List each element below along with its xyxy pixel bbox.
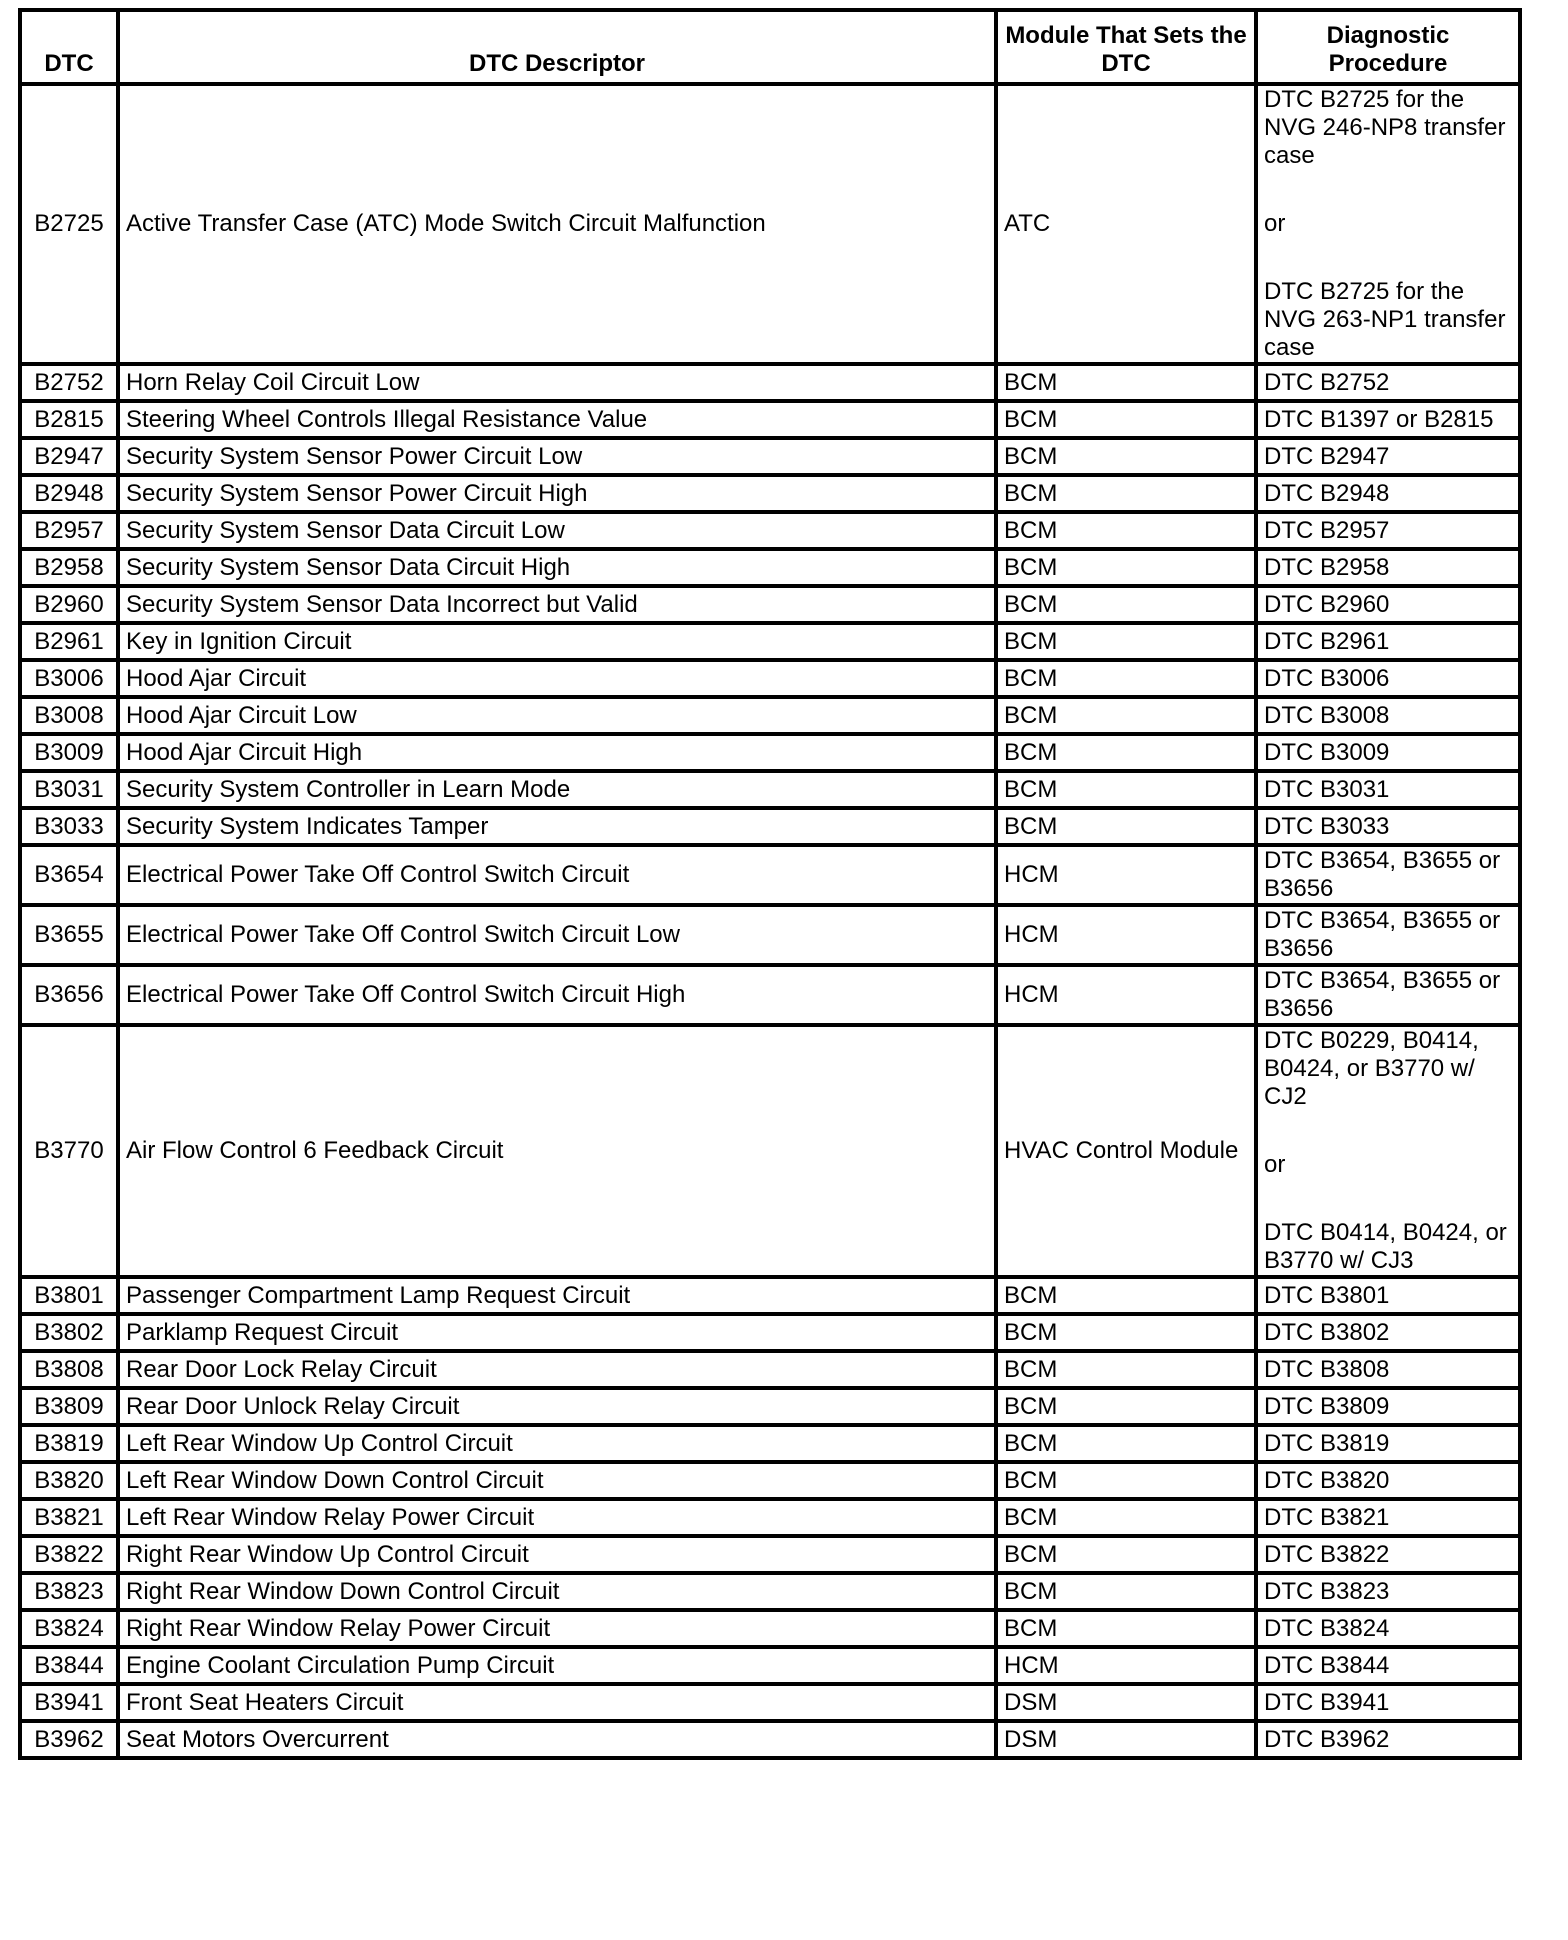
header-module: Module That Sets the DTC [996,10,1256,84]
dtc-code-cell: B2960 [20,586,118,623]
table-row [20,549,1520,586]
dtc-descriptor-cell: Security System Indicates Tamper [118,808,996,845]
procedure-cell [1256,771,1520,808]
dtc-code-cell: B3822 [20,1536,118,1573]
dtc-code-cell: B3824 [20,1610,118,1647]
dtc-descriptor-cell: Hood Ajar Circuit [118,660,996,697]
dtc-code-cell: B3654 [20,845,118,905]
procedure-line: DTC B2960 [1264,590,1390,618]
procedure-cell [1256,623,1520,660]
procedure-cell [1256,1462,1520,1499]
table-row [20,808,1520,845]
dtc-descriptor-cell: Active Transfer Case (ATC) Mode Switch Circuit Malfunction [118,84,996,364]
table-row [20,586,1520,623]
procedure-line: DTC B3802 [1264,1318,1390,1346]
dtc-descriptor-cell: Electrical Power Take Off Control Switch Circuit High [118,965,996,1025]
table-row [20,1462,1520,1499]
table-body [20,84,1520,1758]
module-cell: BCM [996,549,1256,586]
header-dtc: DTC [20,10,118,84]
module-cell: BCM [996,1425,1256,1462]
module-cell: HCM [996,1647,1256,1684]
dtc-code-cell: B3033 [20,808,118,845]
dtc-descriptor-cell: Security System Sensor Data Incorrect but Valid [118,586,996,623]
dtc-descriptor-cell: Left Rear Window Up Control Circuit [118,1425,996,1462]
procedure-line: or [1264,1151,1286,1178]
module-cell: HCM [996,845,1256,905]
table-row [20,697,1520,734]
procedure-cell [1256,1025,1520,1277]
dtc-code-cell: B2958 [20,549,118,586]
procedure-line: DTC B3820 [1264,1466,1390,1494]
module-cell: DSM [996,1684,1256,1721]
dtc-code-cell: B2957 [20,512,118,549]
procedure-line: DTC B3009 [1264,738,1390,766]
module-cell: BCM [996,1610,1256,1647]
procedure-line: DTC B3654, B3655 or B3656 [1264,847,1501,902]
procedure-line: DTC B3033 [1264,812,1390,840]
procedure-cell [1256,1610,1520,1647]
procedure-cell [1256,905,1520,965]
module-cell: BCM [996,1499,1256,1536]
procedure-cell [1256,1314,1520,1351]
procedure-cell [1256,1647,1520,1684]
dtc-descriptor-cell: Security System Sensor Data Circuit Low [118,512,996,549]
procedure-line: DTC B3819 [1264,1429,1390,1457]
dtc-code-cell: B3031 [20,771,118,808]
table-row [20,1721,1520,1758]
procedure-cell [1256,1425,1520,1462]
module-cell: BCM [996,1277,1256,1314]
dtc-descriptor-cell: Steering Wheel Controls Illegal Resistance Value [118,401,996,438]
procedure-gap [1264,1111,1512,1151]
dtc-descriptor-cell: Key in Ignition Circuit [118,623,996,660]
table-row [20,1277,1520,1314]
procedure-line: or [1264,210,1286,237]
module-cell: BCM [996,697,1256,734]
table-row [20,660,1520,697]
module-cell: BCM [996,475,1256,512]
table-row [20,364,1520,401]
procedure-line: DTC B3801 [1264,1281,1390,1309]
procedure-line: DTC B3823 [1264,1577,1390,1605]
table-row [20,1351,1520,1388]
procedure-line: DTC B0414, B0424, or B3770 w/ CJ3 [1264,1219,1507,1274]
dtc-code-cell: B2752 [20,364,118,401]
procedure-line: DTC B3962 [1264,1725,1390,1753]
dtc-descriptor-cell: Horn Relay Coil Circuit Low [118,364,996,401]
dtc-code-cell: B2815 [20,401,118,438]
module-cell: BCM [996,623,1256,660]
procedure-cell [1256,438,1520,475]
procedure-cell [1256,1351,1520,1388]
table-row [20,512,1520,549]
dtc-descriptor-cell: Seat Motors Overcurrent [118,1721,996,1758]
module-cell: BCM [996,438,1256,475]
procedure-cell [1256,84,1520,364]
procedure-cell [1256,512,1520,549]
procedure-cell [1256,1388,1520,1425]
module-cell: HCM [996,965,1256,1025]
procedure-cell [1256,364,1520,401]
module-cell: DSM [996,1721,1256,1758]
table-row [20,1499,1520,1536]
dtc-descriptor-cell: Security System Controller in Learn Mode [118,771,996,808]
dtc-table-container [18,8,1518,1760]
procedure-line: DTC B2957 [1264,516,1390,544]
dtc-descriptor-cell: Parklamp Request Circuit [118,1314,996,1351]
module-cell: BCM [996,364,1256,401]
module-cell: BCM [996,771,1256,808]
module-cell: BCM [996,660,1256,697]
dtc-descriptor-cell: Hood Ajar Circuit Low [118,697,996,734]
header-row [20,10,1520,84]
procedure-cell [1256,475,1520,512]
procedure-cell [1256,660,1520,697]
procedure-line: DTC B2725 for the NVG 246-NP8 transfer case [1264,86,1506,169]
procedure-cell [1256,965,1520,1025]
dtc-descriptor-cell: Air Flow Control 6 Feedback Circuit [118,1025,996,1277]
table-row [20,771,1520,808]
dtc-descriptor-cell: Engine Coolant Circulation Pump Circuit [118,1647,996,1684]
module-cell: BCM [996,401,1256,438]
module-cell: BCM [996,1462,1256,1499]
procedure-cell [1256,734,1520,771]
dtc-code-cell: B3819 [20,1425,118,1462]
table-row [20,1647,1520,1684]
procedure-line: DTC B3654, B3655 or B3656 [1264,907,1501,962]
dtc-code-cell: B3823 [20,1573,118,1610]
procedure-line: DTC B3844 [1264,1651,1390,1679]
procedure-line: DTC B3809 [1264,1392,1390,1420]
dtc-code-cell: B3009 [20,734,118,771]
dtc-descriptor-cell: Passenger Compartment Lamp Request Circuit [118,1277,996,1314]
procedure-line: DTC B3824 [1264,1614,1390,1642]
dtc-code-cell: B3809 [20,1388,118,1425]
table-row [20,1536,1520,1573]
table-row [20,475,1520,512]
procedure-line: DTC B3006 [1264,664,1390,692]
dtc-code-cell: B3008 [20,697,118,734]
table-row [20,1025,1520,1277]
table-row [20,905,1520,965]
procedure-line: DTC B3821 [1264,1503,1390,1531]
dtc-code-cell: B3802 [20,1314,118,1351]
dtc-descriptor-cell: Rear Door Unlock Relay Circuit [118,1388,996,1425]
procedure-cell [1256,845,1520,905]
dtc-descriptor-cell: Left Rear Window Down Control Circuit [118,1462,996,1499]
dtc-table [18,8,1522,1760]
procedure-cell [1256,1277,1520,1314]
dtc-code-cell: B2961 [20,623,118,660]
header-descriptor: DTC Descriptor [118,10,996,84]
procedure-gap [1264,170,1512,210]
module-cell: ATC [996,84,1256,364]
module-cell: BCM [996,1351,1256,1388]
procedure-line: DTC B1397 or B2815 [1264,405,1494,433]
procedure-line: DTC B2958 [1264,553,1390,581]
dtc-descriptor-cell: Left Rear Window Relay Power Circuit [118,1499,996,1536]
procedure-line: DTC B2948 [1264,479,1390,507]
dtc-descriptor-cell: Security System Sensor Data Circuit High [118,549,996,586]
module-cell: BCM [996,734,1256,771]
module-cell: BCM [996,1536,1256,1573]
procedure-cell [1256,1536,1520,1573]
procedure-line: DTC B3808 [1264,1355,1390,1383]
dtc-code-cell: B3820 [20,1462,118,1499]
table-row [20,438,1520,475]
table-row [20,401,1520,438]
dtc-descriptor-cell: Security System Sensor Power Circuit High [118,475,996,512]
header-procedure: Diagnostic Procedure [1256,10,1520,84]
procedure-cell [1256,808,1520,845]
dtc-descriptor-cell: Right Rear Window Relay Power Circuit [118,1610,996,1647]
dtc-descriptor-cell: Security System Sensor Power Circuit Low [118,438,996,475]
procedure-line: DTC B3008 [1264,701,1390,729]
dtc-code-cell: B2948 [20,475,118,512]
dtc-descriptor-cell: Right Rear Window Up Control Circuit [118,1536,996,1573]
module-cell: HVAC Control Module [996,1025,1256,1277]
procedure-line: DTC B2961 [1264,627,1390,655]
table-row [20,623,1520,660]
table-row [20,1573,1520,1610]
module-cell: BCM [996,1573,1256,1610]
procedure-cell [1256,549,1520,586]
module-cell: BCM [996,512,1256,549]
dtc-code-cell: B3006 [20,660,118,697]
procedure-cell [1256,586,1520,623]
table-row [20,734,1520,771]
module-cell: HCM [996,905,1256,965]
table-row [20,965,1520,1025]
procedure-cell [1256,1684,1520,1721]
module-cell: BCM [996,1314,1256,1351]
table-row [20,84,1520,364]
dtc-descriptor-cell: Hood Ajar Circuit High [118,734,996,771]
procedure-cell [1256,401,1520,438]
procedure-cell [1256,697,1520,734]
dtc-code-cell: B3655 [20,905,118,965]
module-cell: BCM [996,1388,1256,1425]
dtc-code-cell: B3821 [20,1499,118,1536]
dtc-code-cell: B3656 [20,965,118,1025]
table-row [20,845,1520,905]
dtc-code-cell: B3808 [20,1351,118,1388]
dtc-code-cell: B3941 [20,1684,118,1721]
dtc-descriptor-cell: Rear Door Lock Relay Circuit [118,1351,996,1388]
procedure-line: DTC B2725 for the NVG 263-NP1 transfer case [1264,278,1506,361]
procedure-line: DTC B3822 [1264,1540,1390,1568]
module-cell: BCM [996,808,1256,845]
table-row [20,1425,1520,1462]
table-row [20,1314,1520,1351]
procedure-cell [1256,1573,1520,1610]
dtc-descriptor-cell: Electrical Power Take Off Control Switch Circuit Low [118,905,996,965]
procedure-line: DTC B2947 [1264,442,1390,470]
procedure-cell [1256,1721,1520,1758]
dtc-code-cell: B2725 [20,84,118,364]
dtc-descriptor-cell: Electrical Power Take Off Control Switch Circuit [118,845,996,905]
dtc-code-cell: B3844 [20,1647,118,1684]
procedure-line: DTC B3654, B3655 or B3656 [1264,967,1501,1022]
dtc-code-cell: B3962 [20,1721,118,1758]
dtc-code-cell: B3770 [20,1025,118,1277]
procedure-cell [1256,1499,1520,1536]
dtc-descriptor-cell: Right Rear Window Down Control Circuit [118,1573,996,1610]
procedure-line: DTC B2752 [1264,368,1390,396]
procedure-gap [1264,1179,1512,1219]
procedure-line: DTC B3031 [1264,775,1390,803]
procedure-line: DTC B3941 [1264,1688,1390,1716]
table-row [20,1388,1520,1425]
table-row [20,1684,1520,1721]
procedure-line: DTC B0229, B0414, B0424, or B3770 w/ CJ2 [1264,1027,1479,1110]
procedure-gap [1264,238,1512,278]
dtc-code-cell: B3801 [20,1277,118,1314]
table-row [20,1610,1520,1647]
dtc-descriptor-cell: Front Seat Heaters Circuit [118,1684,996,1721]
module-cell: BCM [996,586,1256,623]
dtc-code-cell: B2947 [20,438,118,475]
